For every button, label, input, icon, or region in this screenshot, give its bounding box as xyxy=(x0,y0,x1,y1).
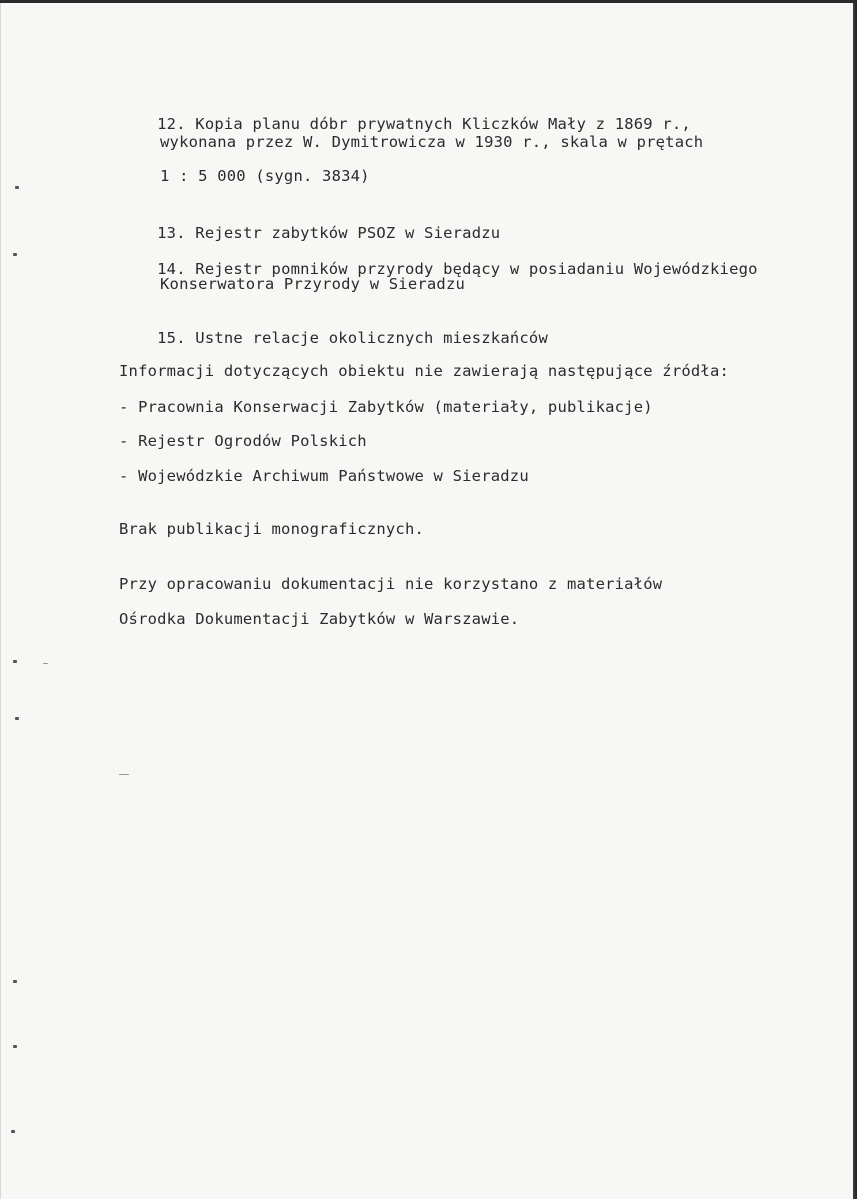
monographs-note: Brak publikacji monograficznych. xyxy=(119,520,425,538)
scan-speck xyxy=(43,663,48,664)
item-number: 13. xyxy=(157,224,186,242)
scan-speck xyxy=(11,1130,15,1133)
scan-speck xyxy=(13,660,17,663)
list-item-12-continuation: wykonana przez W. Dymitrowicza w 1930 r., skala w prętach xyxy=(160,133,704,151)
list-item-14-continuation: Konserwatora Przyrody w Sieradzu xyxy=(160,275,466,293)
scan-speck xyxy=(13,1045,17,1048)
closing-note-line: Przy opracowaniu dokumentacji nie korzystano z materiałów xyxy=(119,575,663,593)
list-item-15 xyxy=(119,308,548,368)
item-text: Rejestr pomników przyrody będący w posiadaniu Wojewódzkiego xyxy=(195,260,758,278)
item-number: 15. xyxy=(157,329,186,347)
list-item-12-continuation: 1 : 5 000 (sygn. 3834) xyxy=(160,167,370,185)
item-number: 12. xyxy=(157,115,186,133)
document-page xyxy=(0,3,855,1199)
item-text: Kopia planu dóbr prywatnych Kliczków Mały z 1869 r., xyxy=(195,115,691,133)
item-number: 14. xyxy=(157,260,186,278)
no-info-item: - Wojewódzkie Archiwum Państwowe w Sieradzu xyxy=(119,467,529,485)
item-text: Ustne relacje okolicznych mieszkańców xyxy=(195,329,548,347)
scan-speck xyxy=(119,774,129,775)
no-info-intro: Informacji dotyczących obiektu nie zawierają następujące źródła: xyxy=(119,362,730,380)
scan-speck xyxy=(13,980,17,983)
scan-speck xyxy=(15,186,19,189)
closing-note-line: Ośrodka Dokumentacji Zabytków w Warszawie. xyxy=(119,610,520,628)
no-info-item: - Rejestr Ogrodów Polskich xyxy=(119,432,367,450)
scan-speck xyxy=(13,253,17,256)
item-text: Rejestr zabytków PSOZ w Sieradzu xyxy=(195,224,501,242)
scan-speck xyxy=(15,717,19,720)
no-info-item: - Pracownia Konserwacji Zabytków (materiały, publikacje) xyxy=(119,398,653,416)
